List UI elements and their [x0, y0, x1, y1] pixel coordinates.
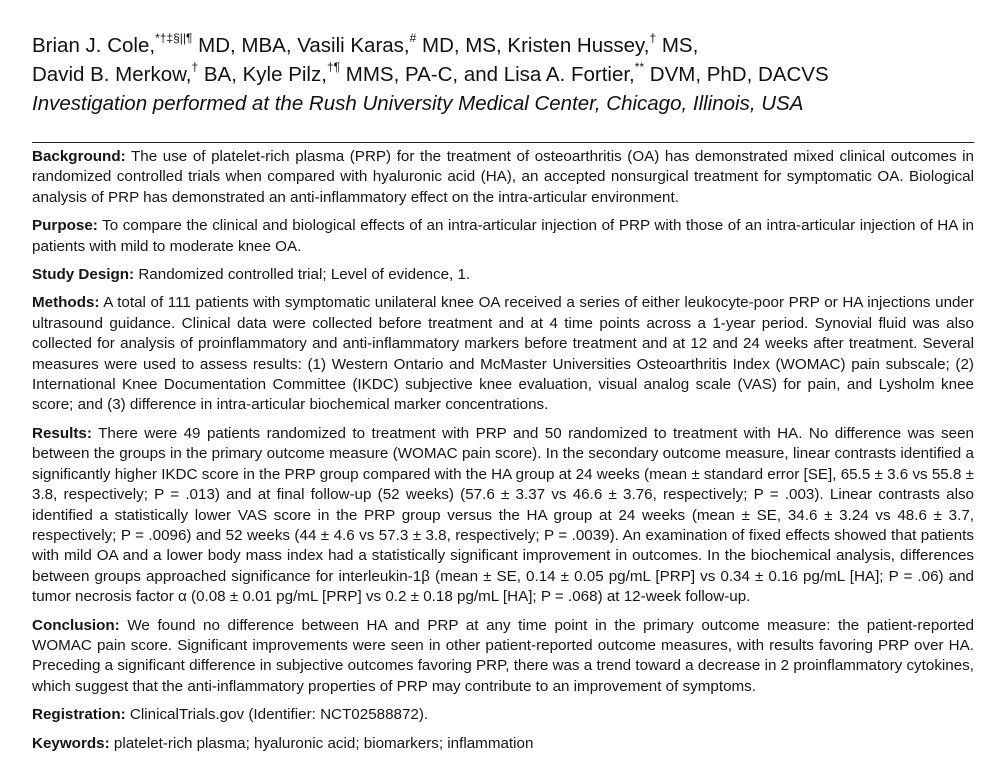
- section-label: Conclusion:: [32, 616, 120, 634]
- section-text: Randomized controlled trial; Level of evidence, 1.: [138, 266, 471, 284]
- article-header: [32, 31, 982, 118]
- affiliation-marker: *†‡§||¶: [155, 31, 193, 46]
- affiliation-marker: #: [409, 31, 417, 46]
- abstract-study-design: [32, 265, 974, 285]
- section-label: Background:: [32, 148, 126, 165]
- author-text: BA, Kyle Pilz,: [198, 63, 327, 86]
- section-text: We found no difference between HA and PRP at any time point in the primary outcome measure: the patient-reported WOMAC pain score. Significant improvements were seen in other patient-reported outcome measures, with results favoring PRP over HA. Preceding a significant difference in subjective outcomes favoring PRP, there was a trend toward a decrease in 2 proinflammatory cytokines, which suggest that the anti-inflammatory properties of PRP may contribute to an improvement of symptoms.: [32, 616, 974, 695]
- header-divider: [32, 142, 974, 143]
- section-text: platelet-rich plasma; hyaluronic acid; biomarkers; inflammation: [113, 734, 534, 752]
- section-text: A total of 111 patients with symptomatic unilateral knee OA received a series of either leukocyte-poor PRP or HA injections under ultrasound guidance. Clinical data were collected before treatment and at 4 time points across a 1-year period. Synovial fluid was also collected for analysis of proinflammatory and anti-inflammatory markers before treatment and at 12 and 24 weeks after treatment. Several measures were used to assess results: (1) Western Ontario and McMaster Universities Osteoarthritis Index (WOMAC) pain subscale; (2) International Knee Documentation Committee (IKDC) subjective knee evaluation, visual analog scale (VAS) for pain, and Lysholm knee score; and (3) difference in intra-articular biochemical marker concentrations.: [32, 294, 974, 414]
- affiliation-marker: †: [191, 60, 199, 75]
- affiliation-marker: **: [634, 60, 645, 75]
- section-label: Registration:: [32, 706, 126, 724]
- section-label: Purpose:: [32, 217, 98, 235]
- abstract-registration: [32, 705, 974, 725]
- section-text: The use of platelet-rich plasma (PRP) for the treatment of osteoarthritis (OA) has demonstrated mixed clinical outcomes in randomized controlled trials when compared with hyaluronic acid (HA), an accepted nonsurgical treatment for symptomatic OA. Biological analysis of PRP has demonstrated an anti-inflammatory effect on the intra-articular environment.: [32, 148, 974, 206]
- affiliation-marker: †¶: [326, 60, 341, 75]
- author-text: MD, MBA, Vasili Karas,: [192, 34, 410, 57]
- section-label: Keywords:: [32, 734, 110, 752]
- abstract-keywords: [32, 734, 974, 754]
- abstract-methods: [32, 293, 974, 415]
- author-line-2: [32, 60, 982, 89]
- author-line-1: [32, 31, 982, 60]
- abstract-background: [32, 147, 974, 208]
- abstract-results: [32, 424, 974, 608]
- section-text: ClinicalTrials.gov (Identifier: NCT02588872).: [129, 706, 429, 724]
- investigation-affiliation: Investigation performed at the Rush University Medical Center, Chicago, Illinois, USA: [32, 92, 804, 115]
- abstract: [32, 147, 974, 762]
- section-label: Methods:: [32, 294, 100, 312]
- author-text: MS,: [656, 34, 699, 57]
- affiliation-marker: †: [649, 31, 657, 46]
- section-text: There were 49 patients randomized to treatment with PRP and 50 randomized to treatment with HA. No difference was seen between the groups in the primary outcome measure (WOMAC pain score). In the secondary outcome measure, linear contrasts identified a significantly higher IKDC score in the PRP group compared with the HA group at 24 weeks (mean ± standard error [SE], 65.5 ± 3.6 vs 55.8 ± 3.8, respectively; P = .013) and at final follow-up (52 weeks) (57.6 ± 3.37 vs 46.6 ± 3.76, respectively; P = .003). Linear contrasts also identified a statistically lower VAS score in the PRP group versus the HA group at 24 weeks (mean ± SE, 34.6 ± 3.24 vs 48.6 ± 3.7, respectively; P = .0096) and 52 weeks (44 ± 4.6 vs 57.3 ± 3.8, respectively; P = .0039). An examination of fixed effects showed that patients with mild OA and a lower body mass index had a statistically significant improvement in outcomes. In the biochemical analysis, differences between groups approached significance for interleukin-1β (mean ± SE, 0.14 ± 0.05 pg/mL [PRP] vs 0.34 ± 0.16 pg/mL [HA]; P = .06) and tumor necrosis factor α (0.08 ± 0.01 pg/mL [PRP] vs 0.2 ± 0.18 pg/mL [HA]; P = .068) at 12-week follow-up.: [32, 424, 974, 606]
- author-text: DVM, PhD, DACVS: [644, 63, 829, 86]
- author-text: Brian J. Cole,: [32, 34, 156, 57]
- abstract-purpose: [32, 216, 974, 257]
- section-label: Study Design:: [32, 266, 135, 284]
- section-text: To compare the clinical and biological effects of an intra-articular injection of PRP with those of an intra-articular injection of HA in patients with mild to moderate knee OA.: [32, 217, 974, 255]
- author-text: MD, MS, Kristen Hussey,: [416, 34, 650, 57]
- author-text: David B. Merkow,: [32, 63, 192, 86]
- author-text: MMS, PA-C, and Lisa A. Fortier,: [340, 63, 635, 86]
- section-label: Results:: [32, 424, 92, 442]
- abstract-conclusion: [32, 616, 974, 698]
